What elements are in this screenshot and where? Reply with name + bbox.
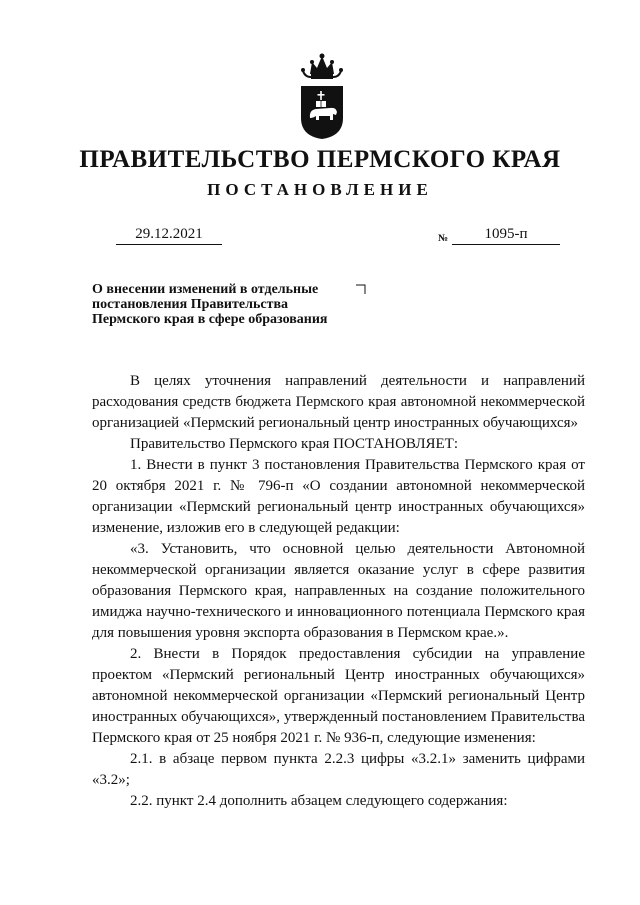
body-paragraph: 2.2. пункт 2.4 дополнить абзацем следующего содержания: [130, 793, 508, 809]
subject-line: О внесении изменений в отдельные [92, 282, 319, 297]
body-paragraph: 2.1. в абзаце первом пункта 2.2.3 цифры «3.2.1» заменить цифрами «3.2»; [92, 751, 585, 788]
subject-line: Пермского края в сфере образования [92, 312, 328, 327]
corner-mark-icon [356, 284, 366, 294]
coat-of-arms-icon [292, 52, 352, 140]
organization-name: ПРАВИТЕЛЬСТВО ПЕРМСКОГО КРАЯ [79, 146, 561, 173]
document-number: 1095-п [452, 226, 560, 245]
number-label: № [438, 233, 449, 244]
body-paragraph: 2. Внести в Порядок предоставления субсидии на управление проектом «Пермский региональный Центр иностранных обучающихся» автономной некоммерческой организации «Пермский региональный Центр иностранных обучающихся», утвержденный постановлением Правительства Пермского края от 25 ноября 2021 г. № 936-п, следующие изменения: [92, 646, 585, 746]
subject-line: постановления Правительства [92, 297, 288, 312]
body-paragraph: Правительство Пермского края ПОСТАНОВЛЯЕТ: [130, 436, 459, 452]
document-body [92, 371, 585, 812]
body-paragraph: В целях уточнения направлений деятельности и направлений расходования средств бюджета Пермского края автономной некоммерческой организацией «Пермский региональный центр иностранных обучающихся» [92, 373, 585, 431]
document-subject [92, 282, 372, 327]
body-paragraph: 1. Внести в пункт 3 постановления Правительства Пермского края от 20 октября 2021 г. № 796-п «О создании автономной некоммерческой организации «Пермский региональный центр иностранных обучающихся» изменение, изложив его в следующей редакции: [92, 457, 585, 536]
document-type: ПОСТАНОВЛЕНИЕ [207, 180, 433, 199]
document-date: 29.12.2021 [116, 226, 222, 245]
body-paragraph: «3. Установить, что основной целью деятельности Автономной некоммерческой организации является оказание услуг в сфере развития образования Пермского края, направленных на создание положительного имиджа научно-технического и инновационного потенциала Пермского края для повышения уровня экспорта образования в Пермском крае.». [92, 541, 585, 641]
